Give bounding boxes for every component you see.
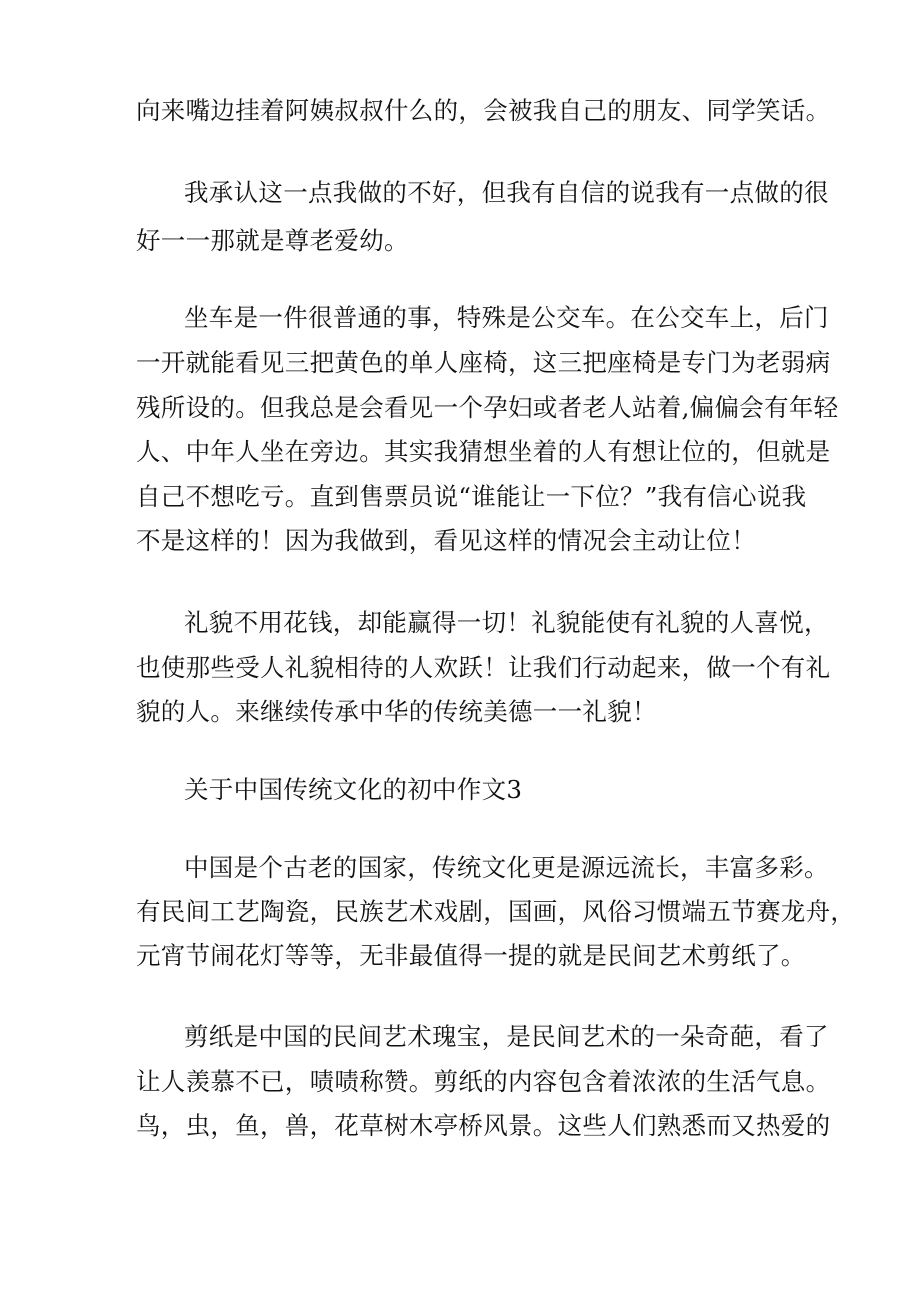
paragraph-line: 有民间工艺陶瓷，民族艺术戏剧，国画，风俗习惯端五节赛龙舟， bbox=[136, 897, 856, 926]
paragraph-line: 好一一那就是尊老爱幼。 bbox=[136, 226, 409, 255]
paragraph-line: 残所设的。但我总是会看见一个孕妇或者老人站着,偏偏会有年轻 bbox=[136, 393, 839, 422]
paragraph-line: 一开就能看见三把黄色的单人座椅，这三把座椅是专门为老弱病 bbox=[136, 348, 831, 377]
paragraph-line: 剪纸是中国的民间艺术瑰宝，是民间艺术的一朵奇葩，看了 bbox=[184, 1022, 829, 1051]
paragraph-line: 元宵节闹花灯等等，无非最值得一提的就是民间艺术剪纸了。 bbox=[136, 941, 806, 970]
paragraph-line: 让人羡慕不已，啧啧称赞。剪纸的内容包含着浓浓的生活气息。 bbox=[136, 1067, 831, 1096]
paragraph-line: 坐车是一件很普通的事，特殊是公交车。在公交车上，后门 bbox=[184, 303, 829, 332]
paragraph-line: 貌的人。来继续传承中华的传统美德一一礼貌！ bbox=[136, 697, 657, 726]
paragraph-line: 鸟，虫，鱼，兽，花草树木亭桥风景。这些人们熟悉而又热爱的 bbox=[136, 1111, 831, 1140]
paragraph-line: 不是这样的！因为我做到，看见这样的情况会主动让位！ bbox=[136, 526, 756, 555]
paragraph-line: 我承认这一点我做的不好，但我有自信的说我有一点做的很 bbox=[184, 178, 829, 207]
paragraph-line: 中国是个古老的国家，传统文化更是源远流长，丰富多彩。 bbox=[184, 853, 829, 882]
paragraph-line: 向来嘴边挂着阿姨叔叔什么的，会被我自己的朋友、同学笑话。 bbox=[136, 96, 831, 125]
section-heading: 关于中国传统文化的初中作文3 bbox=[184, 775, 523, 804]
paragraph-line: 自己不想吃亏。直到售票员说“谁能让一下位？”我有信心说我 bbox=[136, 482, 807, 511]
paragraph-line: 也使那些受人礼貌相待的人欢跃！让我们行动起来，做一个有礼 bbox=[136, 653, 831, 682]
paragraph-line: 礼貌不用花钱，却能赢得一切！礼貌能使有礼貌的人喜悦， bbox=[184, 608, 829, 637]
paragraph-line: 人、中年人坐在旁边。其实我猜想坐着的人有想让位的，但就是 bbox=[136, 437, 831, 466]
